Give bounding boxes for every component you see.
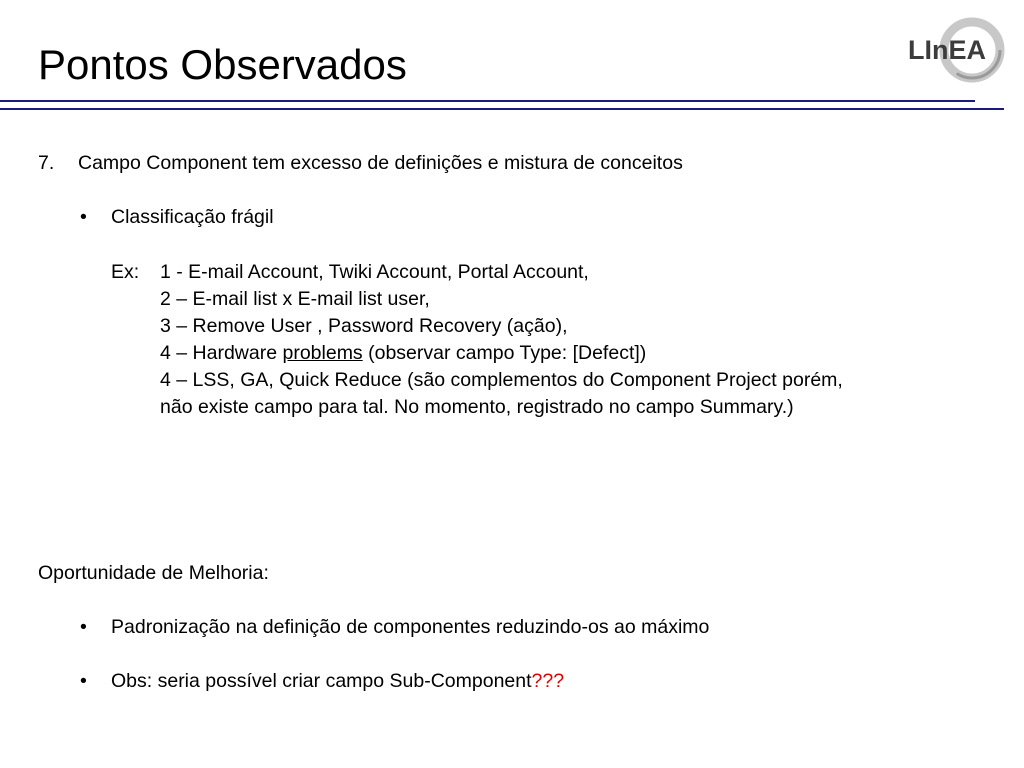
example-line-5: 4 – LSS, GA, Quick Reduce (são complementos do Component Project porém, [160, 369, 843, 391]
example-line-4 [160, 340, 646, 367]
bullet-classification: Classificação frágil [111, 206, 274, 228]
question-marks: ??? [531, 670, 565, 692]
linea-logo [906, 14, 1006, 84]
example-line-4-start: 4 – Hardware [160, 342, 283, 364]
bullet-marker: • [80, 670, 87, 692]
slide-title: Pontos Observados [38, 41, 407, 88]
example-line-6: não existe campo para tal. No momento, registrado no campo Summary.) [160, 396, 794, 418]
bullet-observation [111, 668, 564, 695]
bullet-standardization: Padronização na definição de componentes reduzindo-os ao máximo [111, 616, 710, 638]
bullet-marker: • [80, 206, 87, 228]
header-rule-top [0, 100, 975, 102]
item-heading: Campo Component tem excesso de definições e mistura de conceitos [78, 152, 683, 174]
header-rule-bottom [0, 108, 1004, 110]
item-number: 7. [38, 152, 55, 174]
example-line-1: 1 - E-mail Account, Twiki Account, Portal Account, [160, 261, 589, 283]
observation-text: Obs: seria possível criar campo Sub-Component [111, 670, 532, 692]
improvement-heading: Oportunidade de Melhoria: [38, 562, 269, 584]
svg-text:LInEA: LInEA [908, 35, 986, 65]
example-line-2: 2 – E-mail list x E-mail list user, [160, 288, 430, 310]
example-line-4-end: (observar campo Type: [Defect]) [362, 342, 647, 364]
underlined-word: problems [282, 342, 363, 364]
bullet-marker: • [80, 616, 87, 638]
example-line-3: 3 – Remove User , Password Recovery (ação), [160, 315, 568, 337]
examples-label: Ex: [111, 261, 140, 283]
